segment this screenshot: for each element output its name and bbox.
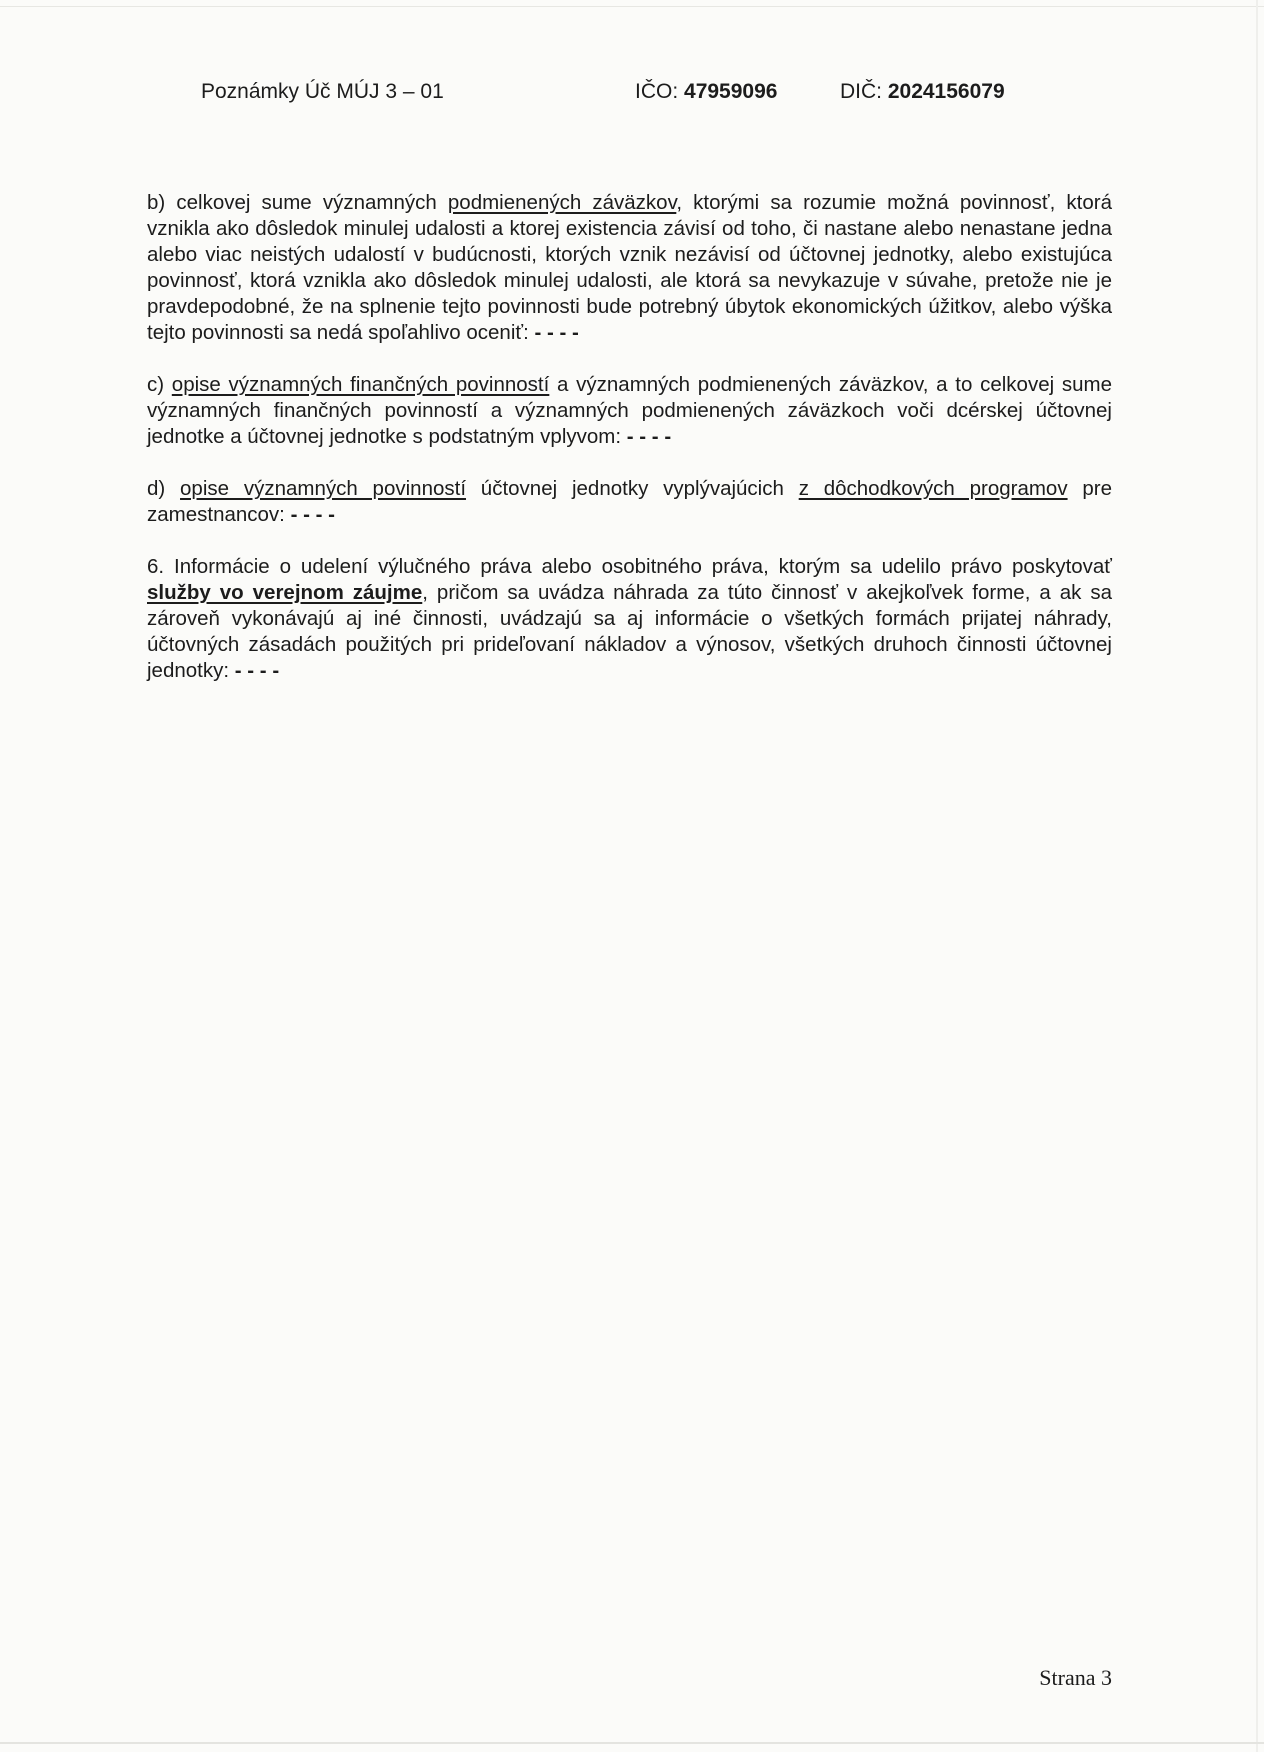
dic-value: 2024156079 (887, 80, 1005, 103)
paragraph-c-underlined-term: opise významných finančných povinností (171, 373, 550, 396)
paragraph-6-text: , pričom sa uvádza náhrada za túto činnosť v akejkoľvek forme, a ak sa zároveň vykonávajú aj iné činnosti, uvádzajú sa aj informácie o všetkých formách prijatej náhrady, účtovných zásadách použitých pri prideľovaní nákladov a výnosov, všetkých druhoch činnosti účtovnej jednotky: (147, 581, 1112, 682)
paragraph-d-underlined-term-2: z dôchodkových programov (798, 477, 1068, 500)
paragraph-c-dashes: - - - - (626, 425, 672, 448)
paragraph-d-underlined-term-1: opise významných povinností (180, 477, 467, 500)
paragraph-6-prefix: 6. Informácie o udelení výlučného práva alebo osobitného práva, ktorým sa udelilo právo poskytovať (147, 555, 1112, 578)
page-number: Strana 3 (1039, 1665, 1112, 1690)
paragraph-d-prefix: d) (147, 477, 181, 500)
scan-edge-right (1256, 0, 1258, 1752)
scan-edge-top (0, 6, 1264, 7)
dic-label: DIČ: (840, 80, 888, 103)
paragraph-c-prefix: c) (147, 373, 172, 396)
paragraph-b (147, 190, 1112, 346)
paragraph-6-bold-underlined-term: služby vo verejnom záujme (147, 581, 423, 604)
paragraph-d (147, 476, 1112, 528)
paragraph-b-underlined-term: podmienených záväzkov (447, 191, 677, 214)
paragraph-b-text: , ktorými sa rozumie možná povinnosť, ktorá vznikla ako dôsledok minulej udalosti a ktorej existencia závisí od toho, či nastane alebo nenastane jedna alebo viac neistých udalostí v budúcnosti, ktorých vznik nezávisí od účtovnej jednotky, alebo existujúca povinnosť, ktorá vznikla ako dôsledok minulej udalosti, ale ktorá sa nevykazuje v súvahe, pretože nie je pravdepodobné, že na splnenie tejto povinnosti bude potrebný úbytok ekonomických úžitkov, alebo výška tejto povinnosti sa nedá spoľahlivo oceniť: (147, 191, 1113, 344)
ico-value: 47959096 (684, 80, 778, 103)
ico-label: IČO: (635, 80, 685, 103)
document-body (147, 190, 1112, 710)
paragraph-d-dashes: - - - - (290, 503, 335, 526)
document-title: Poznámky Úč MÚJ 3 – 01 (201, 80, 444, 103)
scan-edge-bottom (0, 1742, 1264, 1744)
paragraph-c (147, 372, 1112, 450)
paragraph-d-text: pre zamestnancov: (147, 477, 1113, 526)
paragraph-6 (147, 554, 1112, 684)
paragraph-d-middle: účtovnej jednotky vyplývajúcich (466, 477, 799, 500)
paragraph-b-prefix: b) celkovej sume významných (147, 191, 448, 214)
paragraph-b-dashes: - - - - (534, 321, 579, 344)
ico-field (635, 80, 777, 104)
paragraph-c-text: a významných podmienených záväzkov, a to celkovej sume významných finančných povinností a významných podmienených záväzkoch voči dcérskej účtovnej jednotke a účtovnej jednotke s podstatným vplyvom: (147, 373, 1112, 448)
dic-field (840, 80, 1005, 104)
paragraph-6-dashes: - - - - (234, 659, 280, 682)
